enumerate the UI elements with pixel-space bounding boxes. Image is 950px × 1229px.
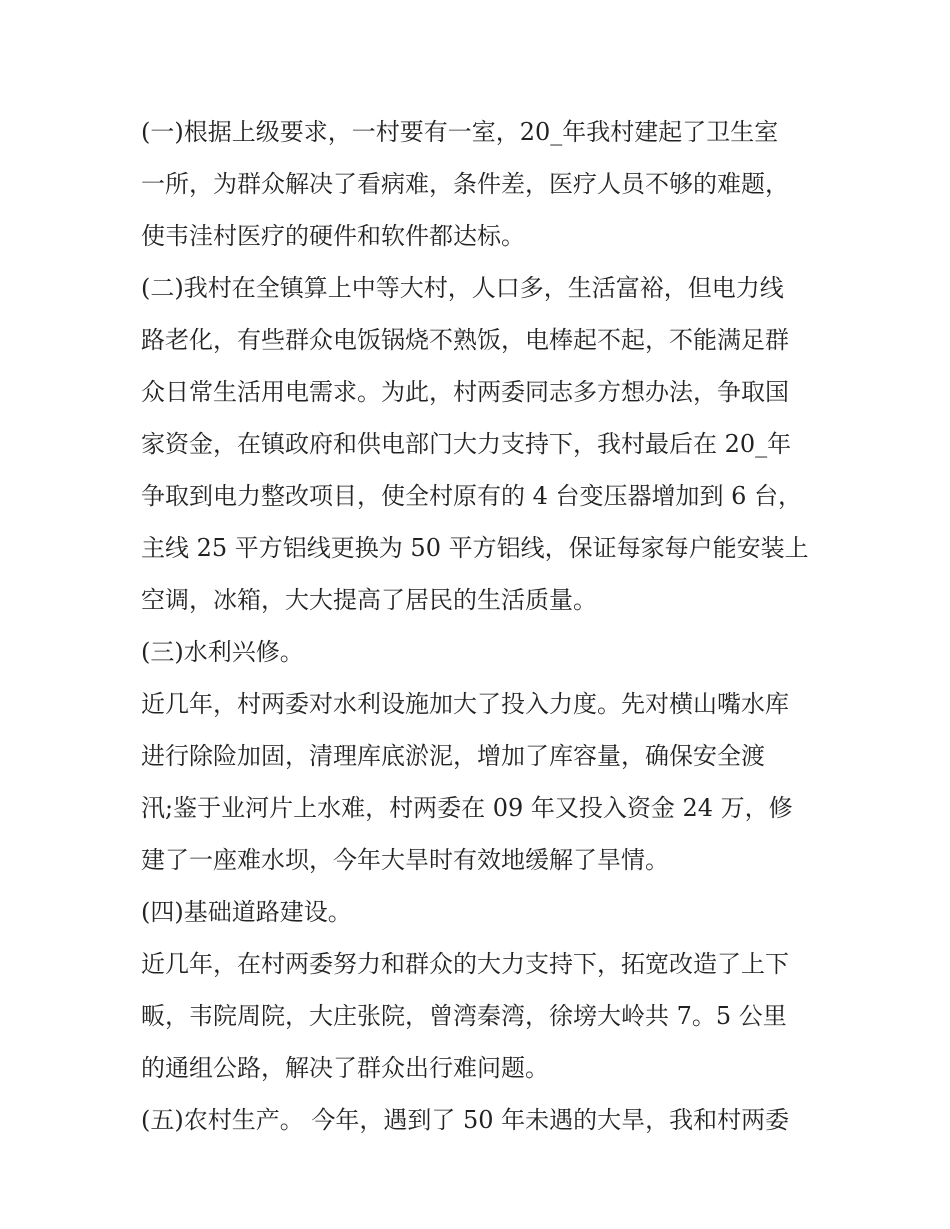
text-line: 的通组公路，解决了群众出行难问题。	[141, 1054, 549, 1082]
text-line: 路老化，有些群众电饭锅烧不熟饭，电棒起不起，不能满足群	[141, 326, 789, 354]
section-heading: (三)水利兴修。	[141, 638, 304, 666]
text-line: (二)我村在全镇算上中等大村，人口多，生活富裕，但电力线	[141, 274, 784, 302]
text-line: 空调，冰箱，大大提高了居民的生活质量。	[141, 586, 597, 614]
text-line: 近几年，在村两委努力和群众的大力支持下，拓宽改造了上下	[141, 950, 789, 978]
section-heading: (四)基础道路建设。	[141, 898, 352, 926]
text-line: 一所，为群众解决了看病难，条件差，医疗人员不够的难题，	[141, 170, 789, 198]
text-line: 进行除险加固，清理库底淤泥，增加了库容量，确保安全渡	[141, 742, 765, 770]
text-line: 争取到电力整改项目，使全村原有的 4 台变压器增加到 6 台，	[141, 482, 803, 510]
body-text	[141, 106, 821, 1146]
text-line: 建了一座难水坝，今年大旱时有效地缓解了旱情。	[141, 846, 669, 874]
text-line: 众日常生活用电需求。为此，村两委同志多方想办法，争取国	[141, 378, 789, 406]
text-line: 家资金，在镇政府和供电部门大力支持下，我村最后在 20_年	[141, 430, 792, 458]
text-line: 主线 25 平方铝线更换为 50 平方铝线，保证每家每户能安装上	[141, 534, 809, 562]
text-line: 近几年，村两委对水利设施加大了投入力度。先对横山嘴水库	[141, 690, 789, 718]
text-line: 畈，韦院周院，大庄张院，曾湾秦湾，徐塝大岭共 7。5 公里	[141, 1002, 787, 1030]
text-line: (一)根据上级要求，一村要有一室，20_年我村建起了卫生室	[141, 118, 779, 146]
text-line: 使韦洼村医疗的硬件和软件都达标。	[141, 222, 525, 250]
text-line: 汛;鉴于业河片上水难，村两委在 09 年又投入资金 24 万，修	[141, 794, 793, 822]
text-line: (五)农村生产。 今年，遇到了 50 年未遇的大旱，我和村两委	[141, 1106, 790, 1134]
